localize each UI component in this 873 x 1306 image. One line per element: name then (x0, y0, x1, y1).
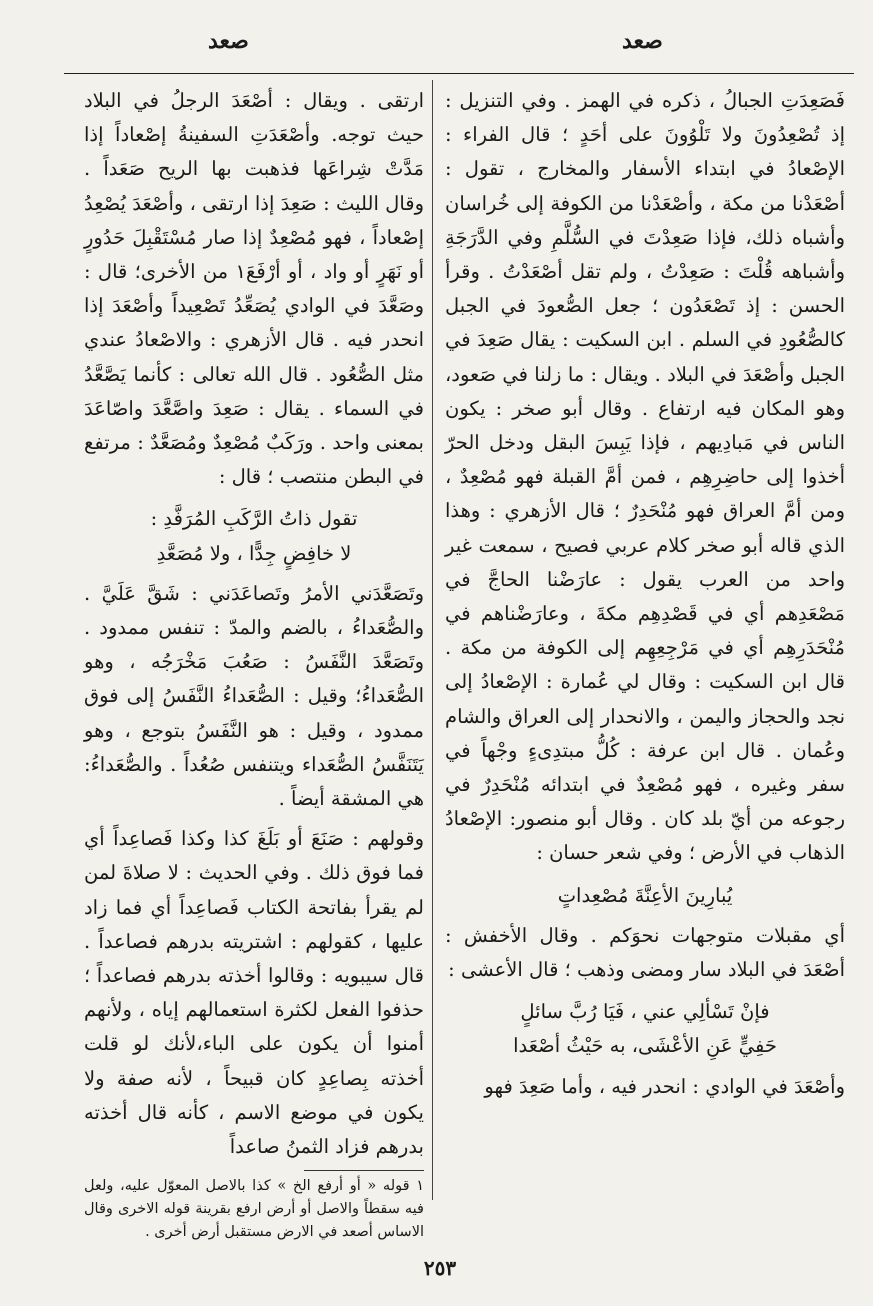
right-paragraph-2: أي مقبلات متوجهات نحوَكم . وقال الأخفش : أصْعَدَ في البلاد سار ومضى وذهب ؛ قال الأعشى : (445, 923, 845, 982)
right-column (445, 84, 845, 1104)
right-paragraph-1: فَصَعِدَتِ الجبالُ ، ذكره في الهمز . وفي التنزيل : إذ تُصْعِدُونَ ولا تَلْوُونَ على أحَدٍ ؛ قال الفراء : الإصْعادُ في ابتداء الأسفار والمخارج ، تقول : أصْعَدْنا من مكة ، وأصْعَدْنا من الكوفة إلى خُراسان وأشباه ذلك، فإذا صَعِدْتَ في السُّلَّمِ وفي الدَّرَجَةِ وأشباهه قُلْتَ : صَعِدْتُ ، ولم تقل أصْعَدْتُ . وقرأ الحسن : إذ تَصْعَدُون ؛ جعل الصُّعودَ في الجبل كالصُّعُودِ في السلم . ابن السكيت : يقال صَعِدَ في الجبل وأصْعَدَ في البلاد . ويقال : ما زلنا في صَعود، وهو المكان فيه ارتفاع . وقال أبو صخر : يكون الناس في مَبادِيهم ، فإذا يَبِسَ البقل ودخل الحرّ أخذوا إلى حاضِرِهِم ، فمن أمَّ القبلة فهو مُصْعِدٌ ، ومن أمَّ العراق فهو مُنْحَدِرٌ ؛ قال الأزهري : وهذا الذي قاله أبو صخر كلام عربي فصيح ، سمعت غير واحد من العرب يقول : عارَضْنا الحاجَّ في مَصْعَدِهم أي في قَصْدِهِم مكةَ ، وعارَضْناهم في مُنْحَدَرِهِم أي في مَرْجِعِهِم إلى الكوفة من مكة . قال ابن السكيت : وقال لي عُمارة : الإصْعادُ إلى نجد والحجاز واليمن ، والانحدار إلى العراق والشام وعُمان . قال ابن عرفة : كُلُّ مبتدِىءٍ وجْهاً في سفر وغيره ، فهو مُصْعِدٌ في ابتدائه مُنْحَدِرٌ في رجوعه من أيّ بلد كان . وقال أبو منصور: الإصْعادُ الذهاب في الأرض ؛ وفي شعر حسان : (445, 89, 845, 865)
right-verse-2 (445, 995, 845, 1063)
header-word-right: صعد (622, 28, 663, 54)
left-paragraph-2: وتَصَعَّدَني الأمرُ وتَصاعَدَني : شَقَّ عَلَيَّ . والصُّعَداءُ ، بالضم والمدّ : تنفس ممدود . وتَصَعَّدَ النَّفَسُ : صَعُبَ مَخْرَجُه ، وهو الصُّعَداءُ؛ وقيل : الصُّعَداءُ النَّفَسُ إلى فوق ممدود ، وقيل : هو النَّفَسُ بتوجع ، وهو يَتَنَفَّسُ الصُّعَداء ويتنفس صُعُداً . والصُّعَداءُ: هي المشقة أيضاً . (84, 581, 424, 811)
right-verse-1 (445, 879, 845, 913)
footnote: ١ قوله « أو أرفع الخ » كذا بالاصل المعوّل عليه، ولعل فيه سقطاً والاصل أو أرض ارفع بقرينة قوله الاخرى وقال الاساس أصعد في الارض مستقبل أرض أخرى . (84, 1178, 424, 1241)
right-verse-2-line-1: فإنْ تَسْألِي عني ، فَيَا رُبَّ سائلٍ (520, 1000, 770, 1024)
left-verse-1-line-2: لا خافِضٍ جِدًّا ، ولا مُصَعَّدِ (156, 541, 352, 565)
right-verse-2-line-2: حَفِيٍّ عَنِ الأعْشَى، به حَيْثُ أصْعَدا (513, 1034, 777, 1058)
page-number: ٢٥٣ (423, 1256, 457, 1280)
column-divider (432, 80, 433, 1200)
left-verse-1-line-1: تقول ذاتُ الرَّكَبِ المُرَفَّدِ : (150, 507, 358, 531)
left-column (84, 84, 424, 1244)
left-verse-1 (84, 502, 424, 570)
left-paragraph-1: ارتقى . ويقال : أصْعَدَ الرجلُ في البلاد حيث توجه. وأصْعَدَتِ السفينةُ إصْعاداً إذا مَدَّتْ شِراعَها فذهبت بها الريح صَعَداً . وقال الليث : صَعِدَ إذا ارتقى ، وأصْعَدَ يُصْعِدُ إصْعاداً ، فهو مُصْعِدٌ إذا صار مُسْتَقْبِلَ حَدُورٍ أو نَهَرٍ أو واد ، أو أرْفَعَ١ من الأخرى؛ قال : وصَعَّدَ في الوادي يُصَعِّدُ تَصْعِيداً وأصْعَدَ إذا انحدر فيه . قال الأزهري : والاصْعادُ عندي مثل الصُّعُود . قال الله تعالى : كأنما يَصَّعَّدُ في السماء . يقال : صَعِدَ واصَّعَّدَ واصّاعَدَ بمعنى واحد . ورَكَبٌ مُصْعِدٌ ومُصَعَّدٌ : مرتفع في البطن منتصب ؛ قال : (84, 89, 425, 489)
footnote-rule (304, 1170, 424, 1171)
right-verse-1-line: يُبارِينَ الأعِنَّةَ مُصْعِداتٍ (557, 883, 733, 907)
left-paragraph-3: وقولهم : صَنَعَ أو بَلَغَ كذا وكذا فَصاعِداً أي فما فوق ذلك . وفي الحديث : لا صلاةَ لمن لم يقرأ بفاتحة الكتاب فَصاعِداً أي فما زاد عليها ، كقولهم : اشتريته بدرهم فصاعداً . قال سيبويه : وقالوا أخذته بدرهم فصاعداً ؛ حذفوا الفعل لكثرة استعمالهم إياه ، ولأنهم أمنوا أن يكون على الباء،لأنك لو قلت أخذته بِصاعِدٍ كان قبيحاً ، لأنه صفة ولا يكون في موضع الاسم ، كأنه قال أخذته بدرهم فزاد الثمنُ صاعداً (84, 827, 424, 1159)
header-word-left: صعد (208, 28, 249, 54)
header-rule (64, 73, 854, 74)
right-paragraph-3: وأصْعَدَ في الوادي : انحدر فيه ، وأما صَعِدَ فهو (484, 1074, 845, 1098)
